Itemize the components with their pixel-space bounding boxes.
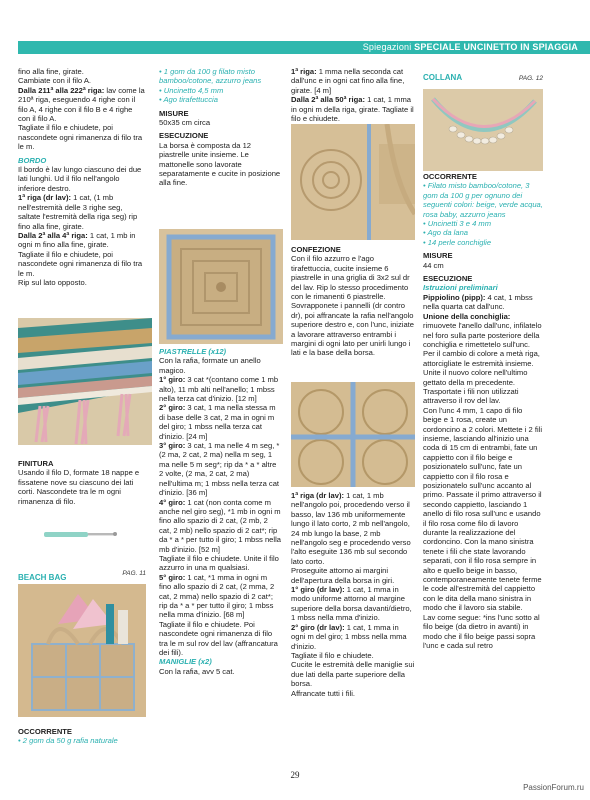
giro-4 xyxy=(159,498,281,554)
bordo-p5: Rip sul lato opposto. xyxy=(18,277,87,287)
join-detail-illustration xyxy=(291,382,415,487)
col4-item-3: • Ago da lana xyxy=(423,228,469,238)
giro-2-text: 3 cat, 1 ma nella stessa m di base delle 3 cat, 2 ma in ogni m del giro; 1 mbss nella terza cat d'inizio. [24 m] xyxy=(159,403,276,441)
riga-2-50-label: Dalla 2ª alla 50ª riga: xyxy=(291,95,366,105)
header-pre: Spiegazioni xyxy=(362,42,412,52)
bordo-r2-text: 1 cat, 1 mb in ogni m fino alla fine, girate. xyxy=(18,230,136,250)
giro-5-note: Tagliate il filo e chiudete. Poi nascondete ogni rimanenza di filo tra le m sul rov del lav (affrancatura dei fili). xyxy=(159,619,278,657)
column-3-middle xyxy=(291,245,415,358)
col4-item-1: • Filato misto bamboo/cotone, 3 gom da 100 g per ognuno dei seguenti colori: beige, verde acqua, rosa baby, azzurro jeans xyxy=(423,181,543,219)
watermark: PassionForum.ru xyxy=(523,783,584,792)
confezione-text: Con il filo azzurro e l'ago tirafettuccia, cucite insieme 6 piastrelle in una griglia di 3x2 sul dr del lav. Rip lo stesso procedimento con le rimanenti 6 piastrelle. Sovrapponete i pannelli (dr contro dr), poi affrancate la rafia nell'angolo superiore destro e, con l'unc, iniziate a lavorare attraverso entrambi i margini di ogni lato per unirli lungo i lati e la base della borsa. xyxy=(291,254,415,358)
piastrelle-title: PIASTRELLE (x12) xyxy=(159,347,227,356)
beachbag-heading xyxy=(18,567,146,582)
col4-p1: Per il cambio di colore a metà riga, attorcigliate le estremità insieme. Unite il nuovo colore nell'ultimo gettato della m precedente. Trasportate i fili non utilizzati attraverso il rov del lav. xyxy=(423,349,540,406)
occorrente-item: • 2 gom da 50 g rafia naturale xyxy=(18,736,118,746)
column-3-lower xyxy=(291,491,415,698)
beachbag-pag: PAG. 11 xyxy=(122,570,146,577)
finitura-text: Usando il filo D, formate 18 nappe e fissatene nove su ciascuno dei lati corti. Nascondete tra le m ogni rimanenza di filo. xyxy=(18,468,140,506)
riga-2-50 xyxy=(291,95,415,123)
blanket-photo xyxy=(18,318,152,445)
pippiolino-text: 4 cat, 1 mbss nella quarta cat dall'unc. xyxy=(423,292,533,312)
c2 xyxy=(291,585,415,623)
column-2-lower xyxy=(159,347,281,676)
giro-2 xyxy=(159,403,281,441)
bag-detail-illustration xyxy=(291,124,415,240)
finitura-title: FINITURA xyxy=(18,459,54,468)
column-3 xyxy=(291,67,415,123)
esecuzione-text: La borsa è composta da 12 piastrelle unite insieme. Le mattonelle sono lavorate separatamente e cucite in posizione alla fine. xyxy=(159,140,281,188)
istruzioni-title: Istruzioni preliminari xyxy=(423,283,498,293)
tile-photo xyxy=(159,229,283,344)
giro-2-label: 2° giro: xyxy=(159,403,186,413)
giro-3-label: 3° giro: xyxy=(159,441,186,451)
beachbag-illustration xyxy=(18,584,146,717)
giro-3 xyxy=(159,441,281,497)
esecuzione-title: ESECUZIONE xyxy=(159,131,209,141)
col2-item-2: • Uncinetto 4,5 mm xyxy=(159,85,224,95)
riga-2-50-text: 1 cat, 1 mma in ogni m della riga, girate. Tagliate il filo e chiudete. xyxy=(291,95,414,124)
join-detail-photo xyxy=(291,382,415,487)
misure-title: MISURE xyxy=(159,108,189,118)
beachbag-title: BEACH BAG xyxy=(18,573,67,582)
bordo-p4: Tagliate il filo e chiudete, poi nascondete ogni rimanenza di filo tra le m. xyxy=(18,249,143,278)
tile-illustration xyxy=(159,229,283,344)
giro-4-note: Tagliate il filo e chiudete. Unite il filo azzurro in una m qualsiasi. xyxy=(159,553,279,573)
c1-note: Proseguite attorno ai margini dell'apertura della borsa in giri. xyxy=(291,566,395,585)
page-header xyxy=(0,0,590,55)
giro-3-text: 3 cat, 1 ma nelle 4 m seg, *(2 ma, 2 cat, 2 ma) nella m seg, 1 ma nelle 5 m seg*; rip da * a * altre 2 volte, (2 ma, 2 cat, 2 ma) nell'ultima m; 1 mbss nella terza cat d'inizio. [36 m] xyxy=(159,441,280,498)
bordo-r2 xyxy=(18,231,146,250)
c3 xyxy=(291,623,415,651)
col2-item-3: • Ago tirafettuccia xyxy=(159,95,218,105)
header-title xyxy=(363,41,578,54)
c1-text: 1 cat, 1 mb nell'angolo poi, procedendo verso il basso, lav 136 mb uniformemente lungo il lato corto, 2 mb nell'angolo, 24 mb lungo la base, 2 mb nell'angolo seg e procedendo verso l'alto eseguite 136 mb sul secondo lato corto. xyxy=(291,491,411,566)
c3-label: 2° giro (dr lav): xyxy=(291,622,345,632)
c5: Cucite le estremità delle maniglie sui due lati della parte superiore della borsa. xyxy=(291,660,415,689)
pippiolino xyxy=(423,293,543,312)
text-p1: fino alla fine, girate. xyxy=(18,67,84,76)
bordo-title: BORDO xyxy=(18,155,47,165)
col4-misure-value: 44 cm xyxy=(423,260,444,270)
maniglie-text: Con la rafia, avv 5 cat. xyxy=(159,666,235,676)
riga-1-label: 1ª riga: xyxy=(291,67,317,76)
bordo-r1-label: 1ª riga (dr lav): xyxy=(18,193,72,203)
pippiolino-label: Pippiolino (pipp): xyxy=(423,292,486,302)
col4-esecuzione-title: ESECUZIONE xyxy=(423,274,473,284)
c2-label: 1° giro (dr lav): xyxy=(291,585,345,595)
riga-1-text: 1 mma nella seconda cat dall'unc e in ogni cat fino alla fine, girate. [4 m] xyxy=(291,67,405,95)
bordo-r1 xyxy=(18,193,146,231)
c6: Affrancate tutti i fili. xyxy=(291,688,356,698)
c1-label: 1ª riga (dr lav): xyxy=(291,491,345,500)
giro-5-text: 1 cat, *1 mma in ogni m fino allo spazio di 2 cat, (2 mma, 2 cat, 2 mma) nello spazio di 2 cat*; rip da * a * per tutto il giro; 1 mbss nella mma d'inizio. [68 m] xyxy=(159,572,275,620)
bordo-r1-text: 1 cat, (1 mb nell'estremità delle 3 righe seg, saltate l'estremità della riga seg) rip fino alla fine, girate. xyxy=(18,193,138,231)
c2-text: 1 cat, 1 mma in modo uniforme attorno al margine superiore della borsa davanti/dietro, 1 mbss nella mma d'inizio. xyxy=(291,585,412,623)
maniglie-title: MANIGLIE (x2) xyxy=(159,657,212,667)
column-1-bottom xyxy=(18,727,146,746)
giro-1-label: 1° giro: xyxy=(159,375,186,385)
necklace-photo xyxy=(423,89,543,171)
text-p4: Tagliate il filo e chiudete, poi nascondete ogni rimanenza di filo tra le m. xyxy=(18,123,143,152)
col4-p3: Lav come segue: *ins l'unc sotto al filo beige (da dietro in avanti) in modo che il filo beige passi sopra l'unc e cada sul retro xyxy=(423,612,540,650)
text-dalla-211: lav come la 210ª riga, eseguendo 4 righe con il filo A, 4 righe con il filo B e 4 righe con il filo A. xyxy=(18,85,145,124)
header-main: SPECIALE UNCINETTO IN SPIAGGIA xyxy=(414,42,578,52)
unione xyxy=(423,312,543,350)
giro-1 xyxy=(159,375,281,403)
col4-item-4: • 14 perle conchiglie xyxy=(423,237,492,247)
col4-misure-title: MISURE xyxy=(423,251,453,261)
giro-1-text: 3 cat *(contano come 1 mb alto), 11 mb alti nell'anello; 1 mbss nella terza cat d'inizio. [12 m] xyxy=(159,375,279,404)
collana-heading xyxy=(423,67,543,82)
bordo-r2-label: Dalla 2ª alla 4ª riga: xyxy=(18,230,88,240)
column-4 xyxy=(423,172,543,650)
necklace-illustration xyxy=(423,89,543,171)
giro-4-label: 4° giro: xyxy=(159,497,186,507)
collana-title: COLLANA xyxy=(423,73,463,82)
giro-5-label: 5° giro: xyxy=(159,572,186,582)
collana-pag: PAG. 12 xyxy=(518,75,543,82)
confezione-title: CONFEZIONE xyxy=(291,245,341,254)
crochet-hook-photo xyxy=(38,526,118,542)
c1 xyxy=(291,491,415,566)
bordo-p1: Il bordo è lav lungo ciascuno dei due lati lunghi. Ud il filo nell'angolo inferiore destro. xyxy=(18,165,142,193)
misure-value: 50x35 cm circa xyxy=(159,118,211,128)
page-number: 29 xyxy=(290,770,300,780)
col4-item-2: • Uncinetti 3 e 4 mm xyxy=(423,219,492,229)
crochet-hook-illustration xyxy=(38,526,118,542)
unione-label: Unione della conchiglia: xyxy=(423,311,511,321)
unione-text: rimuovete l'anello dall'unc, infilatelo nel foro sulla parte posteriore della conchiglia e rimettetelo sull'unc. xyxy=(423,321,542,349)
text-p2: Cambiate con il filo A. xyxy=(18,76,92,86)
blanket-illustration xyxy=(18,318,152,445)
giro-5 xyxy=(159,573,281,620)
piastrelle-text: Con la rafia, formate un anello magico. xyxy=(159,356,261,375)
giro-4-text: 1 cat (non conta come m anche nel giro seg), *1 mb in ogni m fino allo spazio di 2 cat, (2 mb, 2 cat, 2 mb) nello spazio di 2 cat*; rip da * a * per tutto il giro; 1 mbss nella mb d'inizio. [52 m] xyxy=(159,497,281,554)
column-1-lower xyxy=(18,459,146,506)
c4: Tagliate il filo e chiudete. xyxy=(291,650,374,660)
occorrente-title: OCCORRENTE xyxy=(18,727,73,736)
column-2 xyxy=(159,67,281,188)
bag-detail-photo xyxy=(291,124,415,240)
label-dalla-211: Dalla 211ª alla 222ª riga: xyxy=(18,85,105,95)
col2-item-1: • 1 gom da 100 g filato misto bamboo/cotone, azzurro jeans xyxy=(159,67,262,86)
c3-text: 1 cat, 1 mma in ogni m del giro; 1 mbss nella mma d'inizio. xyxy=(291,622,407,651)
column-1 xyxy=(18,67,146,287)
text-p3 xyxy=(18,86,146,124)
col4-occorrente-title: OCCORRENTE xyxy=(423,172,478,181)
col4-p2: Con l'unc 4 mm, 1 capo di filo beige e 1 rosa, create un cordoncino a 2 colori. Mettete i 2 fili insieme, lasciando all'inizio una coda di 15 cm di entrambi, fate un cappietto con il filo beige e posizionatelo sull'unc, fate un cappietto con il filo rosa e posizionatelo sull'unc accanto al primo. Passate il primo attraverso il secondo cappietto, lasciando 1 anello di filo rosa sull'unc e usando il filo rosa come filo di lavoro durante la realizzazione del cordoncino. Con la mano sinistra tenete i fili che state lavorando separati, con il filo rosa sempre in alto e quello beige in basso, contemporaneamente tenete ferme le code all'estremità del cappietto con le dita della mano sinistra in modo che il lavoro sia stabile. xyxy=(423,405,543,613)
beachbag-photo xyxy=(18,584,146,717)
riga-1 xyxy=(291,67,415,95)
